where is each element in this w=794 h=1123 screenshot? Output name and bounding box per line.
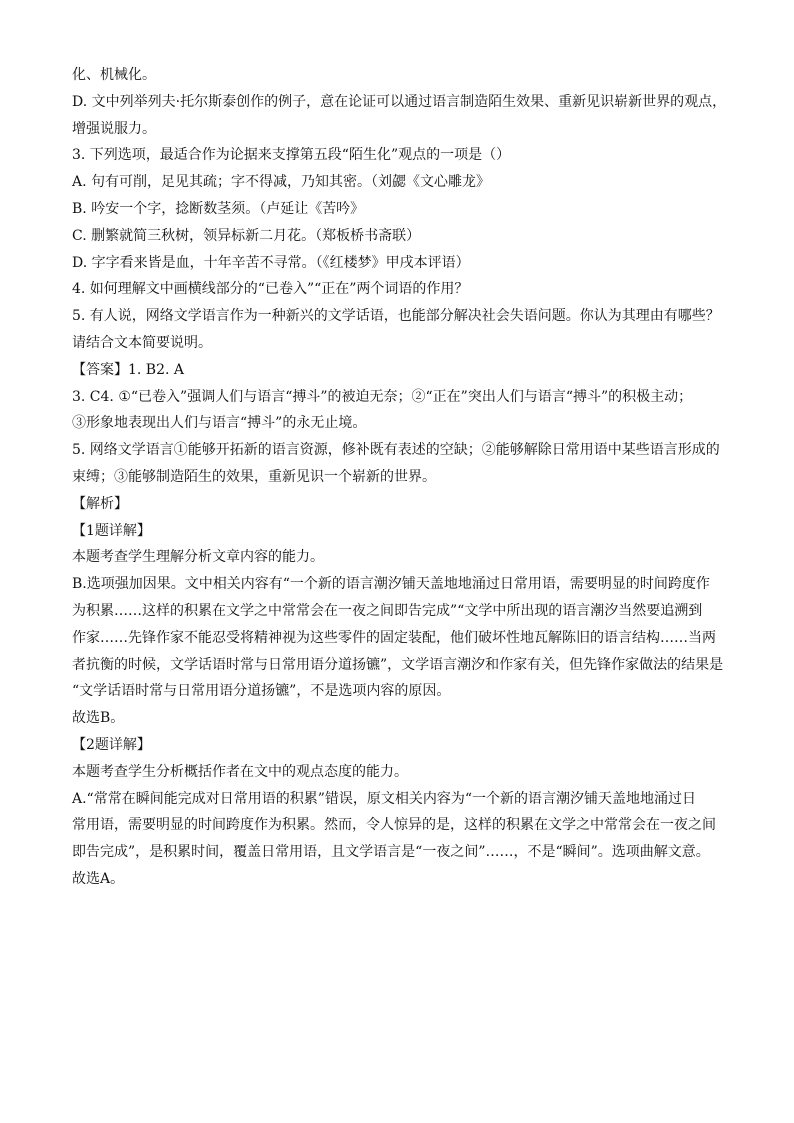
option-d: D. 字字看来皆是血，十年辛苦不寻常。（《红楼梦》甲戌本评语） bbox=[72, 254, 470, 271]
q1-detail-text: B.选项强加因果。文中相关内容有“一个新的语言潮汐铺天盖地地涌过日常用语，需要明显的时间跨度作 bbox=[72, 576, 710, 593]
q1-detail-text: 者抗衡的时候，文学话语时常与日常用语分道扬镳”，文学语言潮汐和作家有关，但先锋作家做法的结果是 bbox=[72, 656, 724, 673]
answer-5: 5. 网络文学语言①能够开拓新的语言资源，修补既有表述的空缺；②能够解除日常用语中某些语言形成的 bbox=[72, 442, 720, 459]
q2-detail-text: 常用语，需要明显的时间跨度作为积累。然而，令人惊异的是，这样的积累在文学之中常常会在一夜之间 bbox=[72, 817, 716, 834]
option-d-text: D. 文中列举列夫·托尔斯泰创作的例子，意在论证可以通过语言制造陌生效果、重新见识崭新世界的观点， bbox=[72, 93, 727, 110]
q1-detail-text: “文学话语时常与日常用语分道扬镳”，不是选项内容的原因。 bbox=[72, 683, 451, 700]
q1-conclusion: 故选B。 bbox=[72, 710, 125, 727]
q1-detail-heading: 【1题详解】 bbox=[72, 522, 151, 539]
text-line: 增强说服力。 bbox=[72, 120, 156, 137]
q1-detail-text: 为积累……这样的积累在文学之中常常会在一夜之间即告完成”“文学中所出现的语言潮汐当然要追溯到 bbox=[72, 602, 703, 619]
answer-heading: 【答案】1. B2. A bbox=[72, 361, 185, 378]
question-3: 3. 下列选项，最适合作为论据来支撑第五段“陌生化”观点的一项是（） bbox=[72, 147, 511, 164]
q2-detail-intro: 本题考查学生分析概括作者在文中的观点态度的能力。 bbox=[72, 763, 408, 780]
q1-detail-intro: 本题考查学生理解分析文章内容的能力。 bbox=[72, 549, 324, 566]
q1-detail-text: 作家……先锋作家不能忍受将精神视为这些零件的固定装配，他们破坏性地瓦解陈旧的语言结构……当两 bbox=[72, 629, 716, 646]
answer-3-4: 3. C4. ①“已卷入”强调人们与语言“搏斗”的被迫无奈；②“正在”突出人们与语言“搏斗”的积极主动； bbox=[72, 388, 693, 405]
q2-detail-text: A.“常常在瞬间能完成对日常用语的积累”错误，原文相关内容为“一个新的语言潮汐铺天盖地地涌过日 bbox=[72, 790, 697, 807]
question-5: 5. 有人说，网络文学语言作为一种新兴的文学话语，也能部分解决社会失语问题。你认为其理由有哪些？ bbox=[72, 308, 720, 325]
analysis-heading: 【解析】 bbox=[72, 495, 128, 512]
option-c: C. 删繁就简三秋树，领异标新二月花。（郑板桥书斋联） bbox=[72, 227, 421, 244]
q2-detail-text: 即告完成”，是积累时间，覆盖日常用语，且文学语言是“一夜之间”……，不是“瞬间”。选项曲解文意。 bbox=[72, 844, 710, 861]
option-a: A. 句有可削，足见其疏；字不得减，乃知其密。（刘勰《文心雕龙》 bbox=[72, 174, 491, 191]
answer-4-continued: ③形象地表现出人们与语言“搏斗”的永无止境。 bbox=[72, 415, 367, 432]
question-4: 4. 如何理解文中画横线部分的“已卷入”“正在”两个词语的作用？ bbox=[72, 281, 469, 298]
text-line: 化、机械化。 bbox=[72, 67, 156, 83]
q2-conclusion: 故选A。 bbox=[72, 870, 125, 887]
question-5-continued: 请结合文本简要说明。 bbox=[72, 334, 212, 351]
q2-detail-heading: 【2题详解】 bbox=[72, 736, 151, 753]
option-b: B. 吟安一个字，捻断数茎须。（卢延让《苦吟》 bbox=[72, 200, 365, 217]
answer-5-continued: 束缚；③能够制造陌生的效果，重新见识一个崭新的世界。 bbox=[72, 468, 436, 485]
